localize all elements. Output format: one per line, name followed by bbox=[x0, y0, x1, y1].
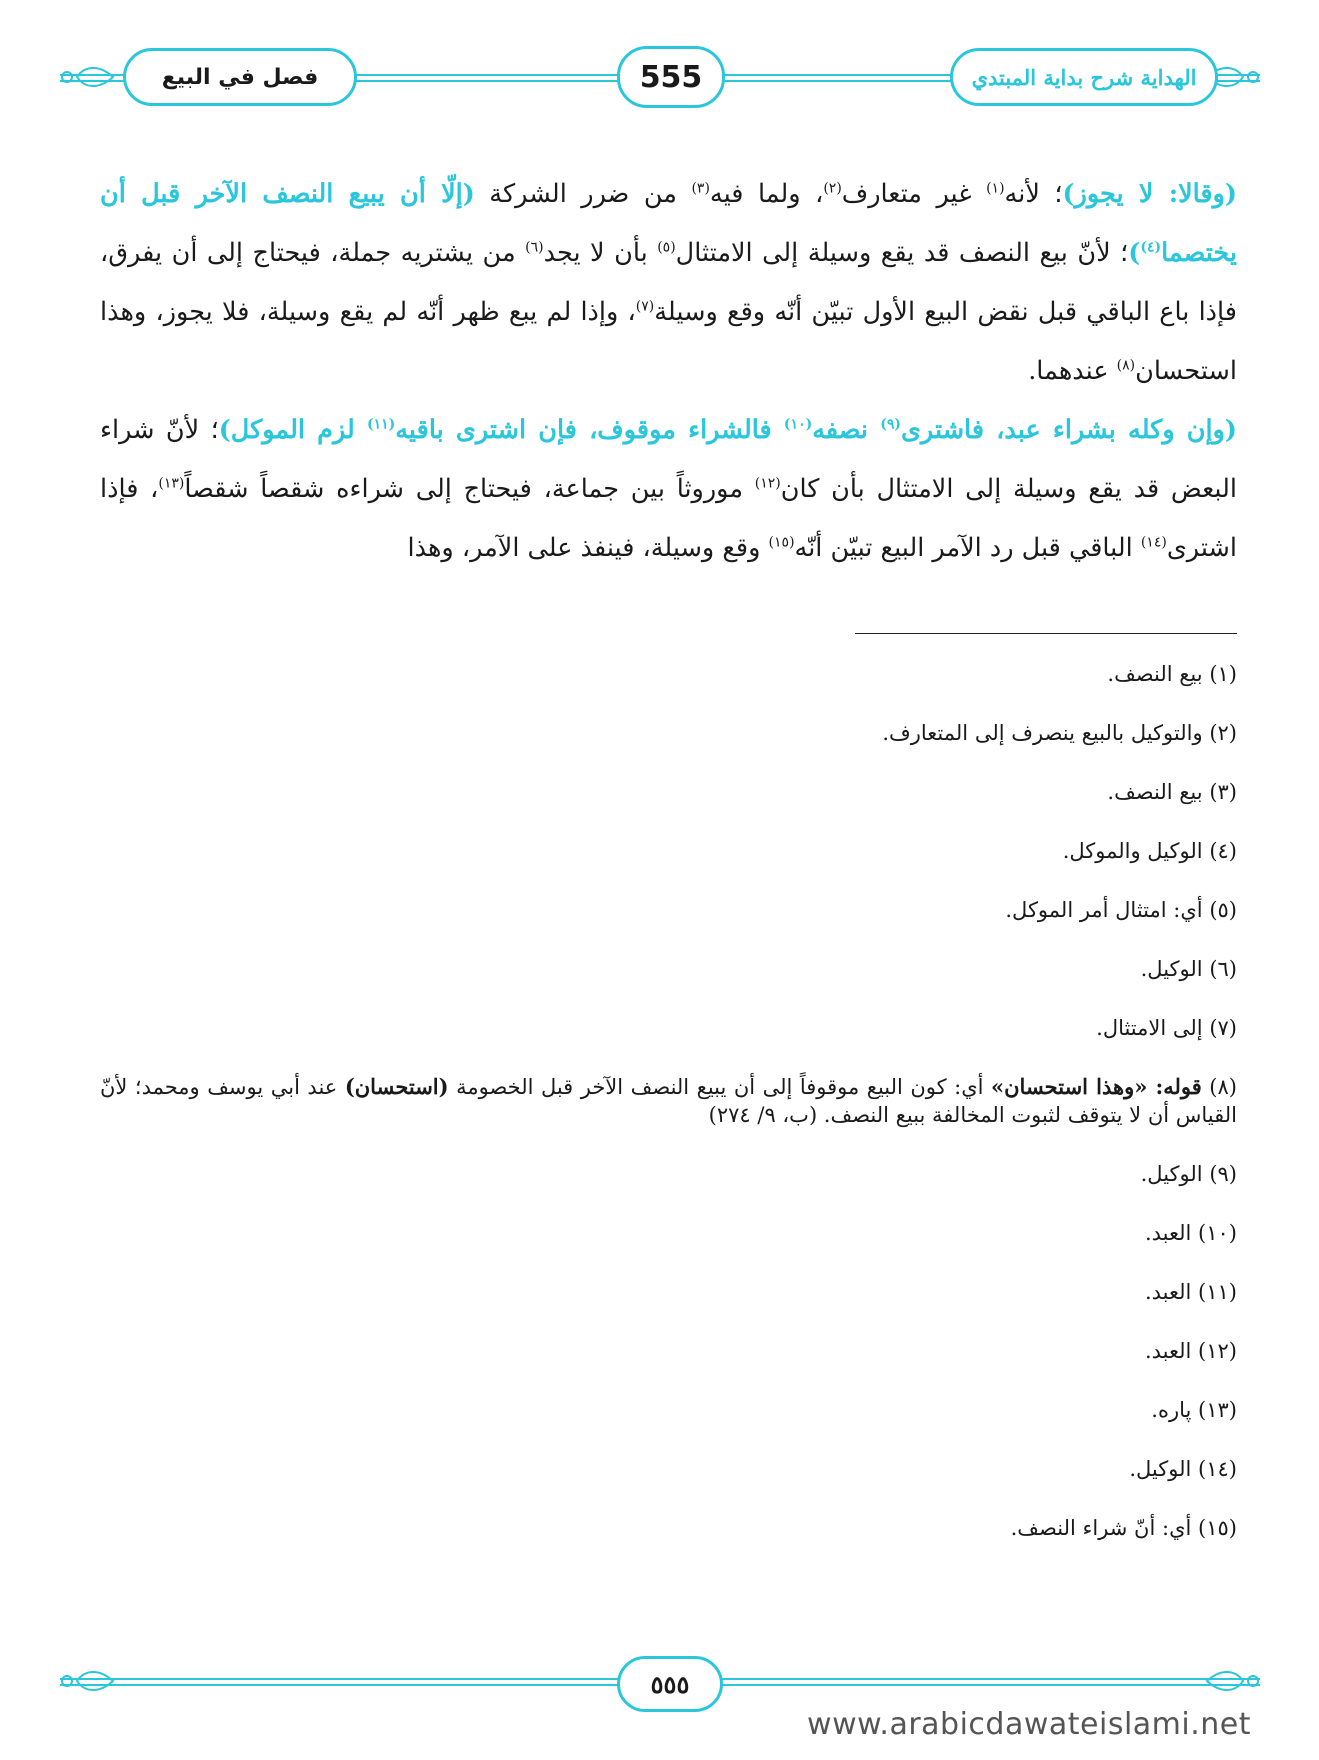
footnote-ref: (٢) bbox=[823, 180, 842, 197]
footnote-item bbox=[100, 1514, 1237, 1542]
footnote-ref: (٣) bbox=[691, 180, 710, 197]
footer-left-ornament-icon bbox=[55, 1666, 115, 1696]
footnote-text: أي: كون البيع موقوفاً إلى أن يبيع النصف الآخر قبل الخصومة bbox=[448, 1075, 991, 1099]
footer-page-number-pill bbox=[617, 1656, 723, 1712]
footnote-text: أي: أنّ شراء النصف. bbox=[1010, 1516, 1192, 1540]
footnote-item bbox=[100, 837, 1237, 865]
footer-page-number: ٥٥٥ bbox=[650, 1669, 690, 1699]
footnote-text: الوكيل. bbox=[1129, 1457, 1192, 1481]
footnote-number: (٦) bbox=[1209, 957, 1237, 981]
footnote-ref: (٤) bbox=[1140, 239, 1162, 256]
main-text bbox=[100, 165, 1237, 578]
commentary-text: وقع وسيلة، فينفذ على الآمر، وهذا bbox=[407, 533, 769, 563]
matn-text: نصفه bbox=[812, 415, 881, 445]
footnote-text: العبد. bbox=[1144, 1280, 1192, 1304]
commentary-text: من ضرر الشركة bbox=[474, 179, 692, 209]
left-ornament-icon bbox=[55, 62, 115, 92]
footnote-text: بيع النصف. bbox=[1107, 780, 1203, 804]
footnote-text: إلى الامتثال. bbox=[1096, 1016, 1203, 1040]
footnote-number: (١٢) bbox=[1198, 1339, 1237, 1363]
footnote-text: عند أبي يوسف ومحمد؛ لأنّ القياس أن لا يتوقف لثبوت المخالفة ببيع النصف. (ب، ٩/ ٢٧٤) bbox=[100, 1075, 1237, 1127]
footnote-item bbox=[100, 896, 1237, 924]
commentary-text: ، ولما فيه bbox=[709, 179, 824, 209]
footnote-number: (١٣) bbox=[1198, 1398, 1237, 1422]
book-title: الهداية شرح بداية المبتدي bbox=[971, 64, 1197, 90]
footnote-number: (٥) bbox=[1209, 898, 1237, 922]
footnote-text: والتوكيل بالبيع ينصرف إلى المتعارف. bbox=[882, 721, 1203, 745]
footnote-ref: (٩) bbox=[880, 416, 901, 433]
footnote-bold: قوله: «وهذا استحسان» bbox=[991, 1074, 1202, 1099]
commentary-text: بأن لا يجد bbox=[543, 238, 658, 268]
footnote-ref: (٦) bbox=[525, 239, 544, 256]
footnote-item bbox=[100, 1455, 1237, 1483]
footnote-ref: (١٤) bbox=[1140, 534, 1167, 551]
footnote-text: بيع النصف. bbox=[1107, 662, 1203, 686]
commentary-text: ؛ لأنّ شراء البعض قد يقع وسيلة إلى الامتثال بأن كان bbox=[100, 415, 1237, 504]
footnote-number: (٤) bbox=[1209, 839, 1237, 863]
footnote-ref: (٨) bbox=[1116, 357, 1136, 374]
footnote-item bbox=[100, 1014, 1237, 1042]
commentary-text: ، فإذا اشترى bbox=[100, 474, 1237, 563]
footnote-number: (٢) bbox=[1209, 721, 1237, 745]
commentary-text: عندهما. bbox=[1028, 356, 1117, 386]
footnote-item bbox=[100, 1337, 1237, 1365]
commentary-text: موروثاً بين جماعة، فيحتاج إلى شراءه شقصاً شقصاً bbox=[184, 474, 755, 504]
website-url: www.arabicdawateislami.net bbox=[807, 1707, 1251, 1742]
footnote-text: الوكيل. bbox=[1140, 957, 1203, 981]
footnote-item bbox=[100, 955, 1237, 983]
footnote-ref: (١٣) bbox=[158, 475, 185, 492]
footnote-ref: (٥) bbox=[657, 239, 676, 256]
footnote-bold: (استحسان) bbox=[344, 1074, 449, 1099]
footnote-ref: (١) bbox=[986, 180, 1005, 197]
matn-text: (وإن وكله بشراء عبد، فاشترى bbox=[900, 415, 1237, 445]
commentary-text: ، وإذا لم يبع ظهر أنّه لم يقع وسيلة، فلا يجوز، وهذا استحسان bbox=[100, 297, 1237, 386]
commentary-text: الباقي قبل رد الآمر البيع تبيّن أنّه bbox=[794, 533, 1141, 563]
footnote-number: (٨) bbox=[1209, 1075, 1237, 1099]
page-number-pill bbox=[617, 46, 725, 108]
footnote-item bbox=[100, 1073, 1237, 1129]
footnote-separator bbox=[855, 633, 1237, 634]
footnote-number: (١٥) bbox=[1198, 1516, 1237, 1540]
footnote-text: الوكيل. bbox=[1140, 1162, 1203, 1186]
footnote-item bbox=[100, 1219, 1237, 1247]
footnote-ref: (١١) bbox=[366, 416, 396, 433]
footer-right-ornament-icon bbox=[1205, 1666, 1265, 1696]
commentary-text: من يشتريه جملة، فيحتاج إلى أن يفرق، فإذا باع الباقي قبل نقض البيع الأول تبيّن أنّه وقع وسيلة bbox=[100, 238, 1237, 327]
matn-text: لزم الموكل) bbox=[218, 415, 367, 445]
footnote-ref: (٧) bbox=[635, 298, 655, 315]
commentary-text: غير متعارف bbox=[841, 179, 987, 209]
footnote-number: (١٠) bbox=[1198, 1221, 1237, 1245]
footnote-ref: (١٠) bbox=[783, 416, 813, 433]
commentary-text: ؛ لأنه bbox=[1004, 179, 1063, 209]
footnote-text: العبد. bbox=[1144, 1221, 1192, 1245]
footnote-text: پاره. bbox=[1151, 1398, 1192, 1422]
footnote-item bbox=[100, 719, 1237, 747]
footnote-item bbox=[100, 778, 1237, 806]
footnote-text: العبد. bbox=[1144, 1339, 1192, 1363]
chapter-title: فصل في البيع bbox=[161, 64, 319, 90]
page-number: 555 bbox=[639, 59, 703, 95]
footnote-number: (٧) bbox=[1209, 1016, 1237, 1040]
footnote-number: (١) bbox=[1209, 662, 1237, 686]
footnote-item bbox=[100, 660, 1237, 688]
footnote-item bbox=[100, 1396, 1237, 1424]
matn-text: (وقالا: لا يجوز) bbox=[1062, 179, 1237, 209]
matn-text: (إلّا أن يبيع النصف الآخر قبل أن يختصما bbox=[100, 179, 1237, 268]
footnote-text: أي: امتثال أمر الموكل. bbox=[1005, 898, 1203, 922]
matn-text: فالشراء موقوف، فإن اشترى باقيه bbox=[395, 415, 784, 445]
matn-text: ) bbox=[1128, 238, 1141, 268]
chapter-title-pill bbox=[123, 48, 357, 106]
footnote-item bbox=[100, 1160, 1237, 1188]
footnote-ref: (١٢) bbox=[754, 475, 781, 492]
book-title-pill bbox=[950, 48, 1218, 106]
footnotes bbox=[100, 660, 1237, 1573]
footnote-number: (١١) bbox=[1198, 1280, 1237, 1304]
footnote-text: الوكيل والموكل. bbox=[1062, 839, 1203, 863]
commentary-text: ؛ لأنّ بيع النصف قد يقع وسيلة إلى الامتثال bbox=[675, 238, 1129, 268]
footnote-number: (٣) bbox=[1209, 780, 1237, 804]
footnote-item bbox=[100, 1278, 1237, 1306]
footnote-ref: (١٥) bbox=[768, 534, 795, 551]
footnote-number: (١٤) bbox=[1198, 1457, 1237, 1481]
footnote-number: (٩) bbox=[1209, 1162, 1237, 1186]
